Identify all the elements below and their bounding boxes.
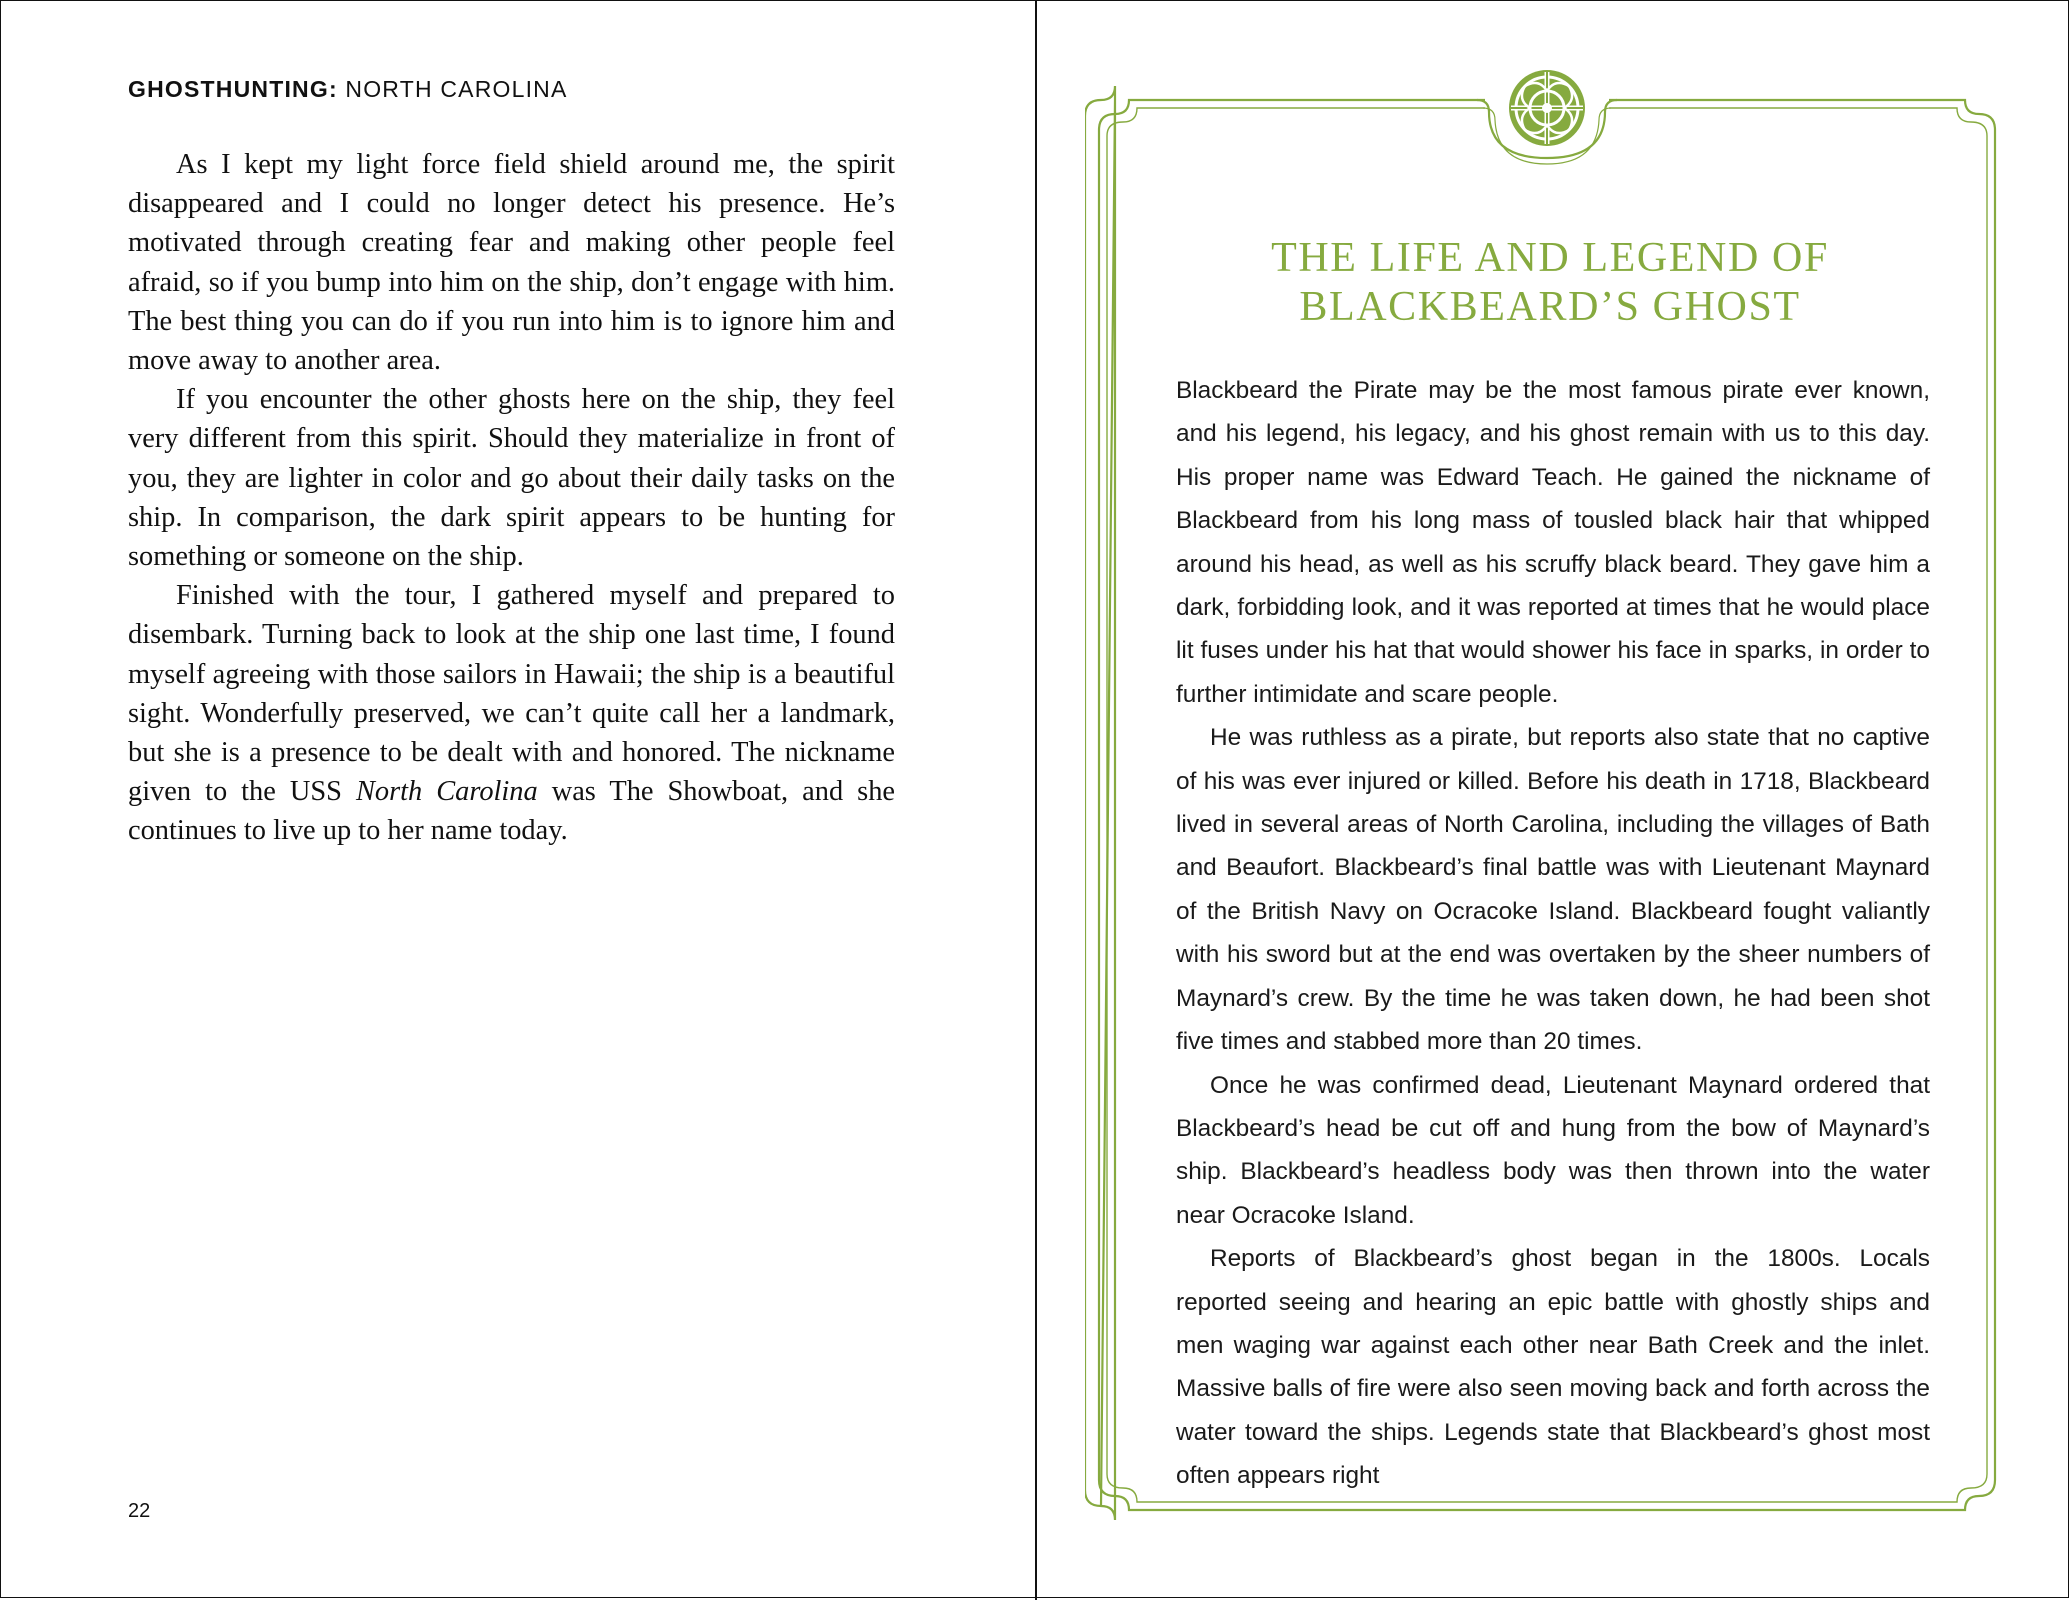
ship-name-italic: North Carolina [355, 776, 538, 808]
running-head [128, 76, 568, 103]
paragraph: Reports of Blackbeard’s ghost began in the 1800s. Locals reported seeing and hearing an epic battle with ghostly ships and men waging war against each other near Bath Creek and the inlet. Massive balls of fire were also seen moving back and forth across the water toward the ships. Legends state that Blackbeard’s ghost most often appears right [1176, 1245, 1930, 1490]
paragraph: Once he was confirmed dead, Lieutenant Maynard ordered that Blackbeard’s head be cut off and hung from the bow of Maynard’s ship. Blackbeard’s headless body was then thrown into the water near Ocracoke Island. [1176, 1071, 1930, 1229]
paragraph: As I kept my light force field shield around me, the spirit disappeared and I could no longer detect his presence. He’s motivated through creating fear and making other people feel afraid, so if you bump into him on the ship, don’t engage with him. The best thing you can do if you run into him is to ignore him and move away to another area. [128, 149, 895, 377]
page-number: 22 [128, 1500, 151, 1522]
left-page [0, 0, 1035, 1600]
left-page-body [128, 145, 895, 851]
paragraph-text: was The Showboat, and she continues to live up to her name today. [128, 776, 895, 847]
book-spine [1035, 0, 1037, 1600]
paragraph: He was ruthless as a pirate, but reports also state that no captive of his was ever injured or killed. Before his death in 1718, Blackbeard lived in several areas of North Carolina, including the villages of Bath and Beaufort. Blackbeard’s final battle was with Lieutenant Maynard of the British Navy on Ocracoke Island. Blackbeard fought valiantly with his sword but at the end was overtaken by the sheer numbers of Maynard’s crew. By the time he was taken down, he had been shot five times and stabbed more than 20 times. [1176, 724, 1930, 1056]
paragraph: Blackbeard the Pirate may be the most famous pirate ever known, and his legend, his legacy, and his ghost remain with us to this day. His proper name was Edward Teach. He gained the nickname of Blackbeard from his long mass of tousled black hair that whipped around his head, as well as his scruffy black beard. They gave him a dark, forbidding look, and it was reported at times that he would place lit fuses under his hat that would shower his face in sparks, in order to further intimidate and scare people. [1176, 377, 1930, 708]
sidebar-body [1176, 369, 1930, 1498]
running-head-book-title: GHOSTHUNTING: [128, 76, 338, 102]
sidebar-title-line-2: BLACKBEARD’S GHOST [1299, 284, 1801, 330]
paragraph-text: Finished with the tour, I gathered myself and prepared to disembark. Turning back to look at the ship one last time, I found myself agreeing with those sailors in Hawaii; the ship is a beautiful sight. Wonderfully preserved, we can’t quite call her a landmark, but she is a presence to be dealt with and honored. The nickname given to the USS [128, 580, 895, 808]
sidebar-title-line-1: THE LIFE AND LEGEND OF [1271, 235, 1829, 281]
running-head-subtitle: NORTH CAROLINA [345, 76, 568, 102]
sidebar-title [1175, 234, 1925, 332]
paragraph: If you encounter the other ghosts here on the ship, they feel very different from this spirit. Should they materialize in front of you, they are lighter in color and go about their daily tasks on the ship. In comparison, the dark spirit appears to be hunting for something or someone on the ship. [128, 384, 895, 573]
paragraph-last [128, 576, 895, 850]
celtic-knot-icon [1509, 70, 1585, 146]
